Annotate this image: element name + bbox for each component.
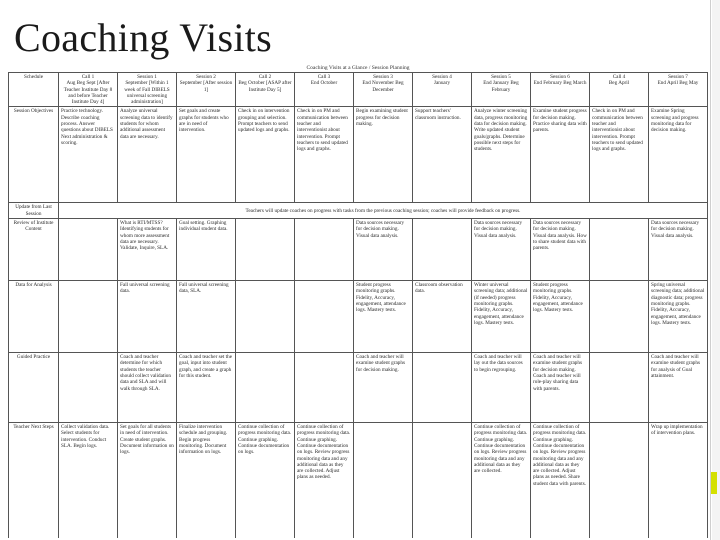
table-cell: Set goals and create graphs for students who are in need of intervention. xyxy=(177,107,236,203)
row-label: Review of Institute Content xyxy=(9,219,59,281)
session-timing: End October xyxy=(310,80,338,87)
table-cell: Wrap up implementation of intervention plans. xyxy=(649,423,708,538)
row-label: Guided Practice xyxy=(9,353,59,423)
table-cell: Goal setting. Graphing individual student data. xyxy=(177,219,236,281)
coaching-schedule-table xyxy=(8,72,708,538)
row-label: Session Objectives xyxy=(9,107,59,203)
table-cell: Coach and teacher will lay out the data sources to begin regrouping. xyxy=(472,353,531,423)
table-cell xyxy=(413,423,472,538)
table-cell xyxy=(590,423,649,538)
session-name: Session 1 xyxy=(137,74,157,80)
session-name: Session 3 xyxy=(373,74,393,80)
table-cell: Student progress monitoring graphs. Fidelity, Accuracy, engagement, attendance logs. Mastery tests. xyxy=(531,281,590,353)
table-cell: Finalize intervention schedule and grouping. Begin progress monitoring. Document information on logs. xyxy=(177,423,236,538)
table-cell xyxy=(295,353,354,423)
session-header xyxy=(59,73,118,107)
table-cell: Data sources necessary for decision making. Visual data analysis. xyxy=(649,219,708,281)
table-cell xyxy=(295,219,354,281)
session-name: Call 2 xyxy=(258,74,272,80)
table-cell: Practice technology. Describe coaching process. Answer questions about DIBELS Next administration & scoring. xyxy=(59,107,118,203)
session-name: Session 6 xyxy=(550,74,570,80)
table-row xyxy=(9,353,708,423)
table-cell: Examine Spring screening and progress monitoring data for decision making. xyxy=(649,107,708,203)
table-cell xyxy=(236,353,295,423)
session-timing: September [After session 1] xyxy=(179,80,233,93)
session-timing: January xyxy=(433,80,451,87)
table-cell xyxy=(590,219,649,281)
table-row xyxy=(9,107,708,203)
table-cell: Begin examining student progress for decision making. xyxy=(354,107,413,203)
table-cell: Check in on intervention grouping and selection. Prompt teachers to send updated logs and graphs. xyxy=(236,107,295,203)
session-header xyxy=(118,73,177,107)
session-timing: End January Beg February xyxy=(483,80,519,93)
update-banner-cell: Teachers will update coaches on progress with tasks from the previous coaching session; coaches will provide feedback on progress. xyxy=(59,203,708,219)
session-timing: End February Beg March xyxy=(533,80,587,87)
table-cell: Set goals for all students in need of intervention. Create student graphs. Document information on logs. xyxy=(118,423,177,538)
session-timing: Beg April xyxy=(608,80,630,87)
session-name: Session 5 xyxy=(491,74,511,80)
table-cell: Continue collection of progress monitoring data. Continue graphing. Continue documentation on logs. xyxy=(236,423,295,538)
session-timing: Beg October [ASAP after Institute Day 5] xyxy=(238,80,292,93)
session-header xyxy=(236,73,295,107)
table-cell xyxy=(295,281,354,353)
session-header xyxy=(413,73,472,107)
session-name: Call 1 xyxy=(81,74,95,80)
row-label: Teacher Next Steps xyxy=(9,423,59,538)
table-cell: Analyze universal screening data to identify students for whom additional assessment data are necessary. xyxy=(118,107,177,203)
table-cell: Fall universal screening data. xyxy=(118,281,177,353)
table-cell: Coach and teacher determine for which students the teacher should collect validation data and SLA and will walk through SLA. xyxy=(118,353,177,423)
table-row xyxy=(9,423,708,538)
table-cell: What is RTI/MTSS? Identifying students for whom more assessment data are necessary. Validate, Inquire, SLA. xyxy=(118,219,177,281)
table-cell: Continue collection of progress monitoring data. Continue graphing. Continue documentation on logs. Review progress monitoring data and any additional data as they are collected. Adjust plans as needed. xyxy=(295,423,354,538)
table-cell: Support teachers' classroom instruction. xyxy=(413,107,472,203)
table-cell: Continue collection of progress monitoring data. Continue graphing. Continue documentation on logs. Review progress monitoring data and any additional data as they are collected. xyxy=(472,423,531,538)
table-cell xyxy=(354,423,413,538)
edge-rule xyxy=(710,0,711,540)
session-timing: Aug Beg Sept [After Teacher Institute Day 8 and before Teacher Institute Day 4] xyxy=(63,80,113,106)
table-row xyxy=(9,281,708,353)
table-cell: Fall universal screening data, SLA. xyxy=(177,281,236,353)
table-cell: Examine student progress for decision making. Practice sharing data with parents. xyxy=(531,107,590,203)
table-cell xyxy=(590,281,649,353)
session-header xyxy=(295,73,354,107)
session-name: Session 2 xyxy=(196,74,216,80)
row-label: Schedule xyxy=(9,73,59,107)
schedule-table-container xyxy=(8,64,708,538)
row-label: Update from Last Session xyxy=(9,203,59,219)
table-cell xyxy=(59,281,118,353)
table-cell xyxy=(59,353,118,423)
slide-title: Coaching Visits xyxy=(14,15,273,60)
table-cell: Data sources necessary for decision making. Visual data analysis. xyxy=(472,219,531,281)
session-header xyxy=(354,73,413,107)
session-name: Call 4 xyxy=(612,74,626,80)
table-cell xyxy=(413,353,472,423)
table-cell: Winter universal screening data; additional (if needed) progress monitoring graphs. Fidelity, Accuracy, engagement, attendance logs. Mastery tests. xyxy=(472,281,531,353)
session-timing: September [Within 1 week of Fall DIBELS universal screening administration] xyxy=(124,80,170,106)
table-heading: Coaching Visits at a Glance / Session Planning xyxy=(306,65,410,71)
table-cell: Coach and teacher set the goal, input into student graph, and create a graph for this student. xyxy=(177,353,236,423)
table-cell xyxy=(59,219,118,281)
table-row xyxy=(9,219,708,281)
table-cell xyxy=(236,219,295,281)
session-header xyxy=(649,73,708,107)
table-cell: Spring universal screening data; additional diagnostic data; progress monitoring graphs. Fidelity, Accuracy, engagement, attendance logs. Mastery tests. xyxy=(649,281,708,353)
table-cell: Coach and teacher will examine student graphs for decision making. xyxy=(354,353,413,423)
session-header xyxy=(590,73,649,107)
table-cell: Analyze winter screening data, progress monitoring data for decision making. Write updated student goals/graphs. Determine possible next steps for students. xyxy=(472,107,531,203)
edge-shade xyxy=(712,0,720,540)
table-header-row xyxy=(9,73,708,107)
table-cell: Check in on PM and communication between teacher and interventionist about intervention. Prompt teachers to send updated logs and graphs. xyxy=(590,107,649,203)
session-header xyxy=(531,73,590,107)
table-cell: Continue collection of progress monitoring data. Continue graphing. Continue documentation on logs. Review progress monitoring data and any additional data as they are collected. Adjust plans as needed. Share student data with parents. xyxy=(531,423,590,538)
table-cell: Check in on PM and communication between teacher and interventionist about intervention. Prompt teachers to send updated logs and graphs. xyxy=(295,107,354,203)
table-row xyxy=(9,203,708,219)
table-cell xyxy=(413,219,472,281)
table-cell: Classroom observation data. xyxy=(413,281,472,353)
table-cell: Data sources necessary for decision making. Visual data analysis. How to share student data with parents. xyxy=(531,219,590,281)
session-name: Session 7 xyxy=(668,74,688,80)
session-name: Session 4 xyxy=(432,74,452,80)
session-timing: End November Beg December xyxy=(362,80,404,93)
table-cell xyxy=(590,353,649,423)
table-cell: Coach and teacher will examine student graphs for analysis of Goal attainment. xyxy=(649,353,708,423)
session-header xyxy=(177,73,236,107)
accent-bar xyxy=(711,472,717,494)
table-cell: Collect validation data. Select students for intervention. Conduct SLA. Begin logs. xyxy=(59,423,118,538)
session-name: Call 3 xyxy=(317,74,331,80)
table-cell xyxy=(236,281,295,353)
row-label: Data for Analysis xyxy=(9,281,59,353)
table-cell: Student progress monitoring graphs. Fidelity, Accuracy, engagement, attendance logs. Mastery tests. xyxy=(354,281,413,353)
table-cell: Data sources necessary for decision making. Visual data analysis. xyxy=(354,219,413,281)
session-timing: End April Beg May xyxy=(657,80,699,87)
session-header xyxy=(472,73,531,107)
table-cell: Coach and teacher will examine student graphs for decision making. Coach and teacher will role-play sharing data with parents. xyxy=(531,353,590,423)
